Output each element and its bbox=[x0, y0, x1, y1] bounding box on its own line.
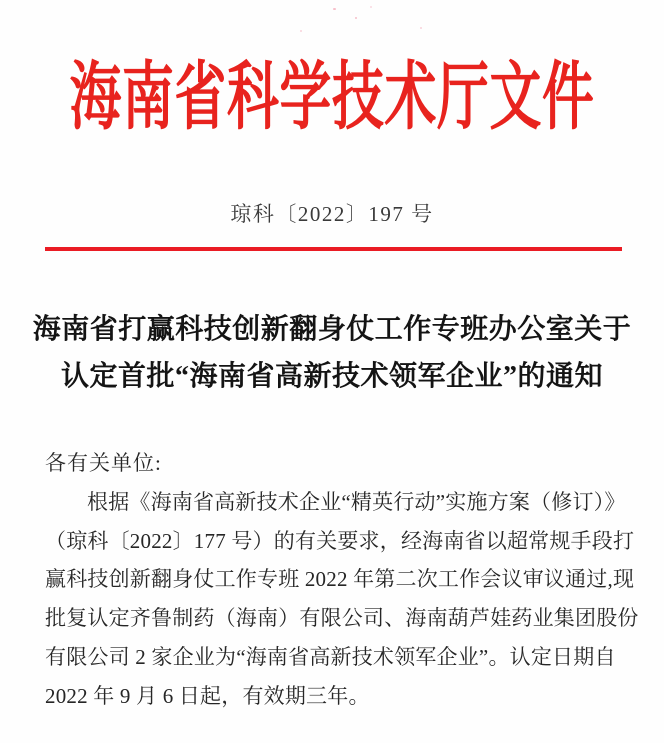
agency-letterhead-title: 海南省科学技术厅文件 bbox=[69, 57, 595, 139]
salutation-line: 各有关单位: bbox=[45, 451, 162, 475]
scan-artifact bbox=[333, 8, 336, 10]
document-body bbox=[45, 444, 639, 716]
body-line: 根据《海南省高新技术企业“精英行动”实施方案（修订）》 bbox=[87, 489, 626, 514]
body-line: 批复认定齐鲁制药（海南）有限公司、海南葫芦娃药业集团股份 bbox=[45, 606, 639, 631]
scan-artifact bbox=[420, 27, 422, 29]
red-separator-rule bbox=[45, 247, 622, 251]
body-line: 2022 年 9 月 6 日起，有效期三年。 bbox=[45, 683, 370, 708]
document-title bbox=[0, 306, 664, 400]
body-line: 有限公司 2 家企业为“海南省高新技术领军企业”。认定日期自 bbox=[45, 644, 616, 669]
scan-artifact bbox=[370, 6, 372, 8]
document-title-line2: 认定首批“海南省高新技术领军企业”的通知 bbox=[60, 361, 603, 392]
body-line: 赢科技创新翻身仗工作专班 2022 年第二次工作会议审议通过,现 bbox=[45, 567, 635, 592]
document-number: 琼科〔2022〕197 号 bbox=[230, 202, 434, 226]
document-title-line1: 海南省打赢科技创新翻身仗工作专班办公室关于 bbox=[32, 314, 632, 345]
scan-artifact bbox=[355, 17, 357, 19]
scan-artifact bbox=[300, 30, 302, 32]
body-line: （琼科〔2022〕177 号）的有关要求，经海南省以超常规手段打 bbox=[45, 528, 635, 553]
